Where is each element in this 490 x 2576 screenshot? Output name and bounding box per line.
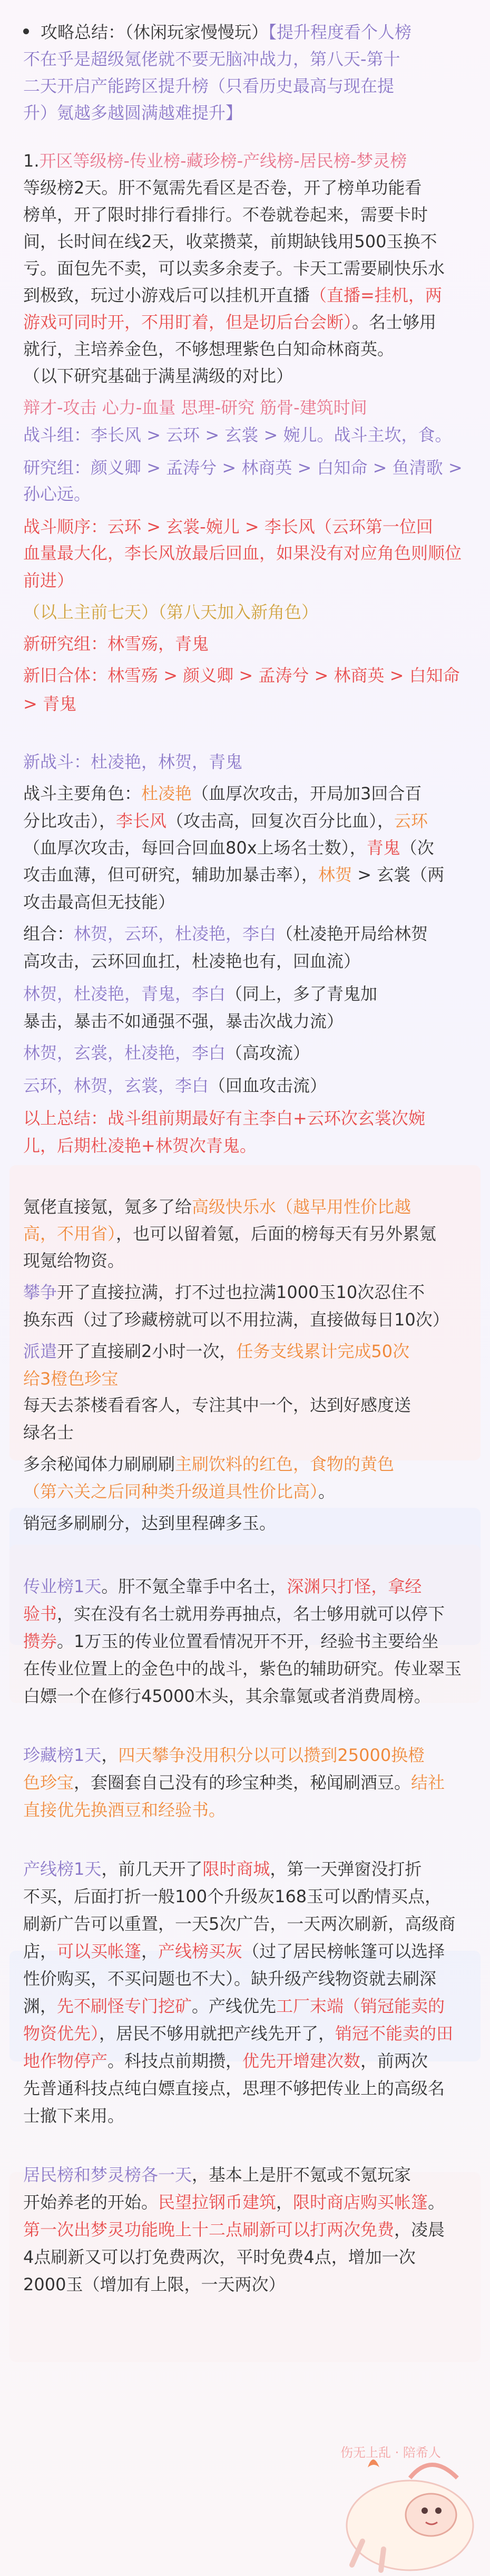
text-line: [23, 454, 469, 481]
text-segment: （以下研究基础于满星满级的对比）: [23, 366, 293, 386]
text-line: [23, 1221, 469, 1247]
text-line: [23, 1883, 469, 1910]
text-segment: 暴击，暴击不如通强不强，暴击次战力流）: [23, 1011, 344, 1031]
text-segment: 高级快乐水（越早用性价比越: [192, 1197, 411, 1217]
text-segment: ，也可以留着氪，后面的榜每天有另外累氪: [116, 1224, 437, 1244]
text-segment: 销冠多刷刷分，达到里程碑多玉。: [23, 1513, 277, 1533]
text-line: [23, 889, 469, 916]
text-segment: 优先开增建次数: [242, 2051, 361, 2071]
text-segment: （以上主前七天）（第八天加入新角色）: [23, 602, 319, 622]
text-segment: 渊，: [23, 1996, 57, 2016]
text-line: [23, 1655, 469, 1682]
text-segment: ，基本上是肝不氪或不氪玩家: [192, 2165, 411, 2185]
text-segment: 换东西（过了珍藏榜就可以不用拉满，直接做每日10次）: [23, 1310, 449, 1330]
text-segment: 等级榜2天。肝不氪需先看区是否卷，开了榜单功能看: [23, 178, 422, 198]
text-segment: 就行，主培养金色，不够想理紫色白知命林商英。: [23, 339, 395, 359]
text-segment: 二天开启产能跨区提升榜（只看历史最高与现在提: [23, 76, 395, 96]
text-segment: 升）氪越多越圆满越难提升】: [23, 103, 243, 123]
text-line: [23, 2103, 469, 2129]
text-line: [23, 921, 469, 947]
text-line: [23, 1856, 469, 1883]
text-segment: 林贺，云环，杜凌艳，李白: [74, 924, 277, 944]
text-segment: 青鬼: [366, 838, 400, 858]
text-segment: 攻略总结：（休闲玩家慢慢玩）: [41, 22, 269, 42]
text-line: [23, 567, 469, 594]
text-segment: 新研究组：: [23, 634, 108, 654]
signature-text: 伤无上乱 · 陪希人: [340, 2445, 441, 2460]
text-segment: 限时商城: [202, 1859, 270, 1879]
text-line: [23, 394, 469, 421]
text-segment: （杜凌艳开局给林贺: [276, 924, 428, 944]
text-line: [23, 1965, 469, 1992]
text-line: [23, 540, 469, 567]
text-segment: ，第一天弹窗没打折: [270, 1859, 422, 1879]
text-segment: 2000玉（增加有上限，一天两次）: [23, 2274, 286, 2294]
text-segment: > 玄裳（两: [352, 865, 445, 885]
text-line: [23, 228, 469, 255]
text-line: [23, 2048, 469, 2075]
text-segment: 深渊只打怪，拿经: [287, 1576, 422, 1596]
text-segment: 第一次出梦灵功能晚上十二点刷新可以打两次免费: [23, 2220, 395, 2240]
text-segment: 孙心远。: [23, 484, 91, 504]
text-segment: 工厂末端（销冠能卖的: [276, 1996, 445, 2016]
text-segment: 林贺: [318, 865, 352, 885]
text-segment: ，前几天开了: [101, 1859, 203, 1879]
text-line: [23, 599, 469, 626]
text-line: [23, 422, 469, 449]
text-segment: （同上，多了青鬼加: [226, 984, 378, 1004]
text-segment: 战斗组：: [23, 425, 91, 445]
text-segment: 色珍宝: [23, 1773, 74, 1793]
text-segment: 到极致，玩过小游戏后可以挂机开直播: [23, 285, 310, 305]
text-segment: 战斗主要角色：: [23, 783, 142, 803]
text-segment: 四天攀争没用积分以可以攒到25000换橙: [118, 1745, 425, 1765]
text-line: [23, 309, 469, 336]
text-segment: 新旧合体：: [23, 665, 108, 685]
text-segment: 研究组：: [23, 458, 91, 478]
text-segment: 开了直接刷2小时一次，: [57, 1341, 237, 1361]
text-line: [23, 1601, 469, 1628]
text-line: [23, 2075, 469, 2102]
text-segment: 【提升程度看个人榜: [268, 22, 412, 42]
text-segment: 开始养老的开始。: [23, 2192, 159, 2212]
text-segment: 游戏可同时开，不用盯着，但是切后台会断）: [23, 312, 352, 332]
text-segment: 分比攻击），: [23, 811, 116, 831]
text-segment: 前进）: [23, 570, 74, 590]
text-segment: 店，: [23, 1941, 57, 1961]
text-segment: 。肝不氪全靠手中名士，: [101, 1576, 287, 1596]
text-line: [23, 1573, 469, 1600]
text-line: [23, 481, 469, 508]
text-line: [23, 1911, 469, 1938]
text-segment: 销冠不能卖的田: [335, 2023, 454, 2044]
text-segment: 。: [428, 2192, 445, 2212]
text-segment: 多余秘闻体力刷刷刷: [23, 1454, 175, 1474]
text-segment: 开了直接拉满，打不过也拉满1000玉10次忍住不: [57, 1282, 425, 1302]
text-segment: 先普通科技点纯白嫖直接点，思理不够把传业上的高级名: [23, 2078, 445, 2098]
text-line: [23, 2271, 469, 2298]
text-line: [23, 282, 469, 309]
text-line: [23, 1938, 469, 1965]
chibi-character-icon: [331, 2420, 484, 2573]
text-segment: ，凌晨: [394, 2220, 445, 2240]
text-segment: 氪佬直接氪，氪多了给: [23, 1197, 192, 1217]
text-segment: 产线榜买灰: [158, 1941, 243, 1961]
text-segment: 地作物停产: [23, 2051, 108, 2071]
text-segment: 。产线优先: [192, 1996, 277, 2016]
text-line: [23, 2216, 469, 2243]
text-line: [23, 201, 469, 228]
text-segment: 杜凌艳，林贺，青鬼: [91, 752, 243, 772]
bullet-icon: [23, 28, 29, 34]
text-line: [23, 1451, 469, 1478]
text-segment: ，: [141, 1941, 159, 1961]
text-segment: 杜凌艳: [141, 783, 192, 803]
text-line: [23, 175, 469, 201]
text-segment: （血厚次攻击，每回合回血80x上场名士数），: [23, 838, 367, 858]
text-segment: 每天去茶楼看看客人，专注其中一个，达到好感度送: [23, 1395, 411, 1415]
text-line: [23, 948, 469, 975]
text-line: [23, 1478, 469, 1505]
text-segment: 亏。面包先不卖，可以卖多余麦子。卡天工需要刷快乐水: [23, 258, 445, 278]
text-line: [23, 148, 469, 175]
text-segment: 可以买帐篷: [57, 1941, 142, 1961]
text-segment: （攻击高，回复次百分比血），: [166, 811, 395, 831]
text-segment: 结社: [411, 1773, 445, 1793]
text-segment: 高，不用省）: [23, 1224, 116, 1244]
text-line: [23, 1247, 469, 1274]
text-line: [23, 981, 469, 1008]
text-segment: 传业榜1天: [23, 1576, 102, 1596]
text-line: [23, 662, 469, 689]
text-segment: 4点刷新又可以打免费两次，平时免费4点，增加一次: [23, 2247, 416, 2267]
text-segment: 1.: [23, 151, 40, 171]
text-line: [23, 1194, 469, 1221]
text-segment: 直接优先换酒豆和经验书。: [23, 1800, 226, 1820]
text-line: [23, 1306, 469, 1333]
text-segment: 珍藏榜1天: [23, 1745, 102, 1765]
text-segment: 绿名士: [23, 1422, 74, 1442]
text-segment: 以上总结：: [23, 1108, 108, 1128]
text-segment: 云环: [394, 811, 428, 831]
text-segment: （过了居民榜帐篷可以选择: [242, 1941, 445, 1961]
text-segment: 白嫖一个在修行45000木头，其余靠氪或者消费周榜。: [23, 1686, 431, 1706]
text-segment: 。名士够用: [352, 312, 437, 332]
text-line: [23, 780, 469, 807]
text-segment: 间，长时间在线2天，收菜攒菜，前期缺钱用500玉换不: [23, 231, 437, 251]
text-segment: （血厚次攻击，开局加3回合百: [192, 783, 422, 803]
text-segment: 任务支线累计完成50次: [236, 1341, 410, 1361]
text-segment: 林雪殇 > 颜义卿 > 孟涛兮 > 林商英 > 白知命: [107, 665, 460, 685]
text-segment: 林贺，杜凌艳，青鬼，李白: [23, 984, 226, 1004]
text-segment: 派遣: [23, 1341, 57, 1361]
text-line: [23, 1392, 469, 1419]
text-segment: 在传业位置上的金色中的战斗，紫色的辅助研究。传业翠玉: [23, 1659, 462, 1679]
text-segment: （高攻流）: [226, 1043, 310, 1063]
text-segment: （次: [400, 838, 434, 858]
text-segment: ，: [101, 1745, 119, 1765]
text-segment: 主刷饮料的红色，食物的黄色: [175, 1454, 395, 1474]
text-segment: ，套圈套自己没有的珍宝种类，秘闻刷酒豆。: [74, 1773, 411, 1793]
text-segment: 组合：: [23, 924, 74, 944]
text-segment: 云环 > 玄裳-婉儿 > 李长风（云环第一位回: [107, 517, 433, 537]
text-line: [23, 255, 469, 282]
text-segment: 产线榜1天: [23, 1859, 102, 1879]
text-line: [23, 2020, 469, 2047]
text-line: [23, 1132, 469, 1159]
text-line: [23, 363, 469, 390]
text-segment: 开区等级榜-传业榜-藏珍榜-产线榜-居民榜-梦灵榜: [39, 151, 407, 171]
text-segment: 验书: [23, 1604, 57, 1624]
text-line: [23, 1993, 469, 2020]
text-line: [23, 1419, 469, 1446]
text-segment: > 青鬼: [23, 694, 76, 714]
text-segment: 不在乎是超级氪佬就不要无脑冲战力，第八天-第十: [23, 49, 400, 69]
text-segment: （回血攻击流）: [209, 1076, 327, 1096]
text-segment: ，: [276, 2192, 293, 2212]
text-line: [23, 835, 469, 861]
text-line: [23, 861, 469, 888]
text-segment: 攻击血薄，但可研究，辅助加暴击率），: [23, 865, 319, 885]
text-segment: 攀争: [23, 1282, 57, 1302]
text-segment: 。: [318, 1481, 336, 1502]
text-line: [23, 1742, 469, 1769]
text-line: [23, 1338, 469, 1365]
text-segment: 血量最大化，李长风放最后回血，如果没有对应角色则顺位: [23, 543, 462, 563]
text-segment: 先不刷怪专门挖矿: [57, 1996, 192, 2016]
text-line: [23, 1683, 469, 1710]
text-line: [23, 2189, 469, 2216]
text-line: [23, 46, 469, 73]
text-segment: （直播=挂机，两: [310, 285, 442, 305]
text-line: [23, 73, 469, 100]
text-segment: 儿，后期杜凌艳+林贺次青鬼。: [23, 1136, 257, 1156]
text-line: [23, 1105, 469, 1132]
text-line: [23, 1769, 469, 1796]
text-segment: 。科技点前期攒，: [107, 2051, 243, 2071]
text-segment: ，前两次: [360, 2051, 428, 2071]
text-segment: （第六关之后同种类升级道具性价比高）: [23, 1481, 319, 1502]
text-line: [23, 514, 469, 540]
text-line: [23, 1366, 469, 1392]
text-line: [23, 1040, 469, 1067]
text-segment: 。1万玉的传业位置看情况开不开，经验书主要给坐: [57, 1631, 439, 1651]
text-line: [23, 19, 469, 46]
text-segment: 云环，林贺，玄裳，李白: [23, 1076, 209, 1096]
text-line: [23, 1628, 469, 1655]
text-segment: 士撤下来用。: [23, 2106, 125, 2126]
text-line: [23, 100, 469, 127]
text-segment: 现氪给物资。: [23, 1251, 125, 1271]
text-line: [23, 2162, 469, 2188]
text-line: [23, 1072, 469, 1099]
text-segment: 李长风 > 云环 > 玄裳 > 婉儿。战斗主坎，食。: [91, 425, 452, 445]
text-segment: 民望拉钢币建筑: [158, 2192, 277, 2212]
text-segment: 居民榜和梦灵榜各一天: [23, 2165, 192, 2185]
text-segment: 榜单，开了限时排行看排行。不卷就卷起来，需要卡时: [23, 205, 428, 225]
text-line: [23, 1279, 469, 1306]
text-line: [23, 631, 469, 657]
text-segment: 林贺，玄裳，杜凌艳，李白: [23, 1043, 226, 1063]
text-line: [23, 749, 469, 776]
text-line: [23, 1510, 469, 1537]
text-line: [23, 1008, 469, 1035]
text-segment: 林雪殇，青鬼: [107, 634, 209, 654]
text-segment: 新战斗：: [23, 752, 91, 772]
text-segment: 李长风: [116, 811, 167, 831]
text-line: [23, 1797, 469, 1824]
text-segment: 战斗顺序：: [23, 517, 108, 537]
text-segment: 辩才-攻击 心力-血量 思理-研究 筋骨-建筑时间: [23, 398, 367, 418]
text-segment: ，实在没有名士就用券再抽点，名士够用就可以停下: [57, 1604, 445, 1624]
text-segment: 限时商店购买帐篷: [293, 2192, 428, 2212]
text-segment: ，居民不够用就把产线先开了，: [99, 2023, 336, 2044]
text-segment: 给3橙色珍宝: [23, 1369, 119, 1389]
text-line: [23, 691, 469, 718]
text-segment: 性价购买，不买问题也不大）。缺升级产线物资就去刷深: [23, 1969, 437, 1989]
text-segment: 物资优先）: [23, 2023, 100, 2044]
text-segment: 不买，后面打折一般100个升级灰168玉可以酌情买点，: [23, 1886, 442, 1906]
text-segment: 攒券: [23, 1631, 57, 1651]
text-segment: 高攻击，云环回血扛，杜凌艳也有，回血流）: [23, 951, 361, 971]
text-segment: 战斗组前期最好有主李白+云环次玄裳次婉: [107, 1108, 425, 1128]
text-segment: 刷新广告可以重置，一天5次广告，一天两次刷新，高级商: [23, 1914, 456, 1934]
text-segment: 攻击最高但无技能）: [23, 892, 175, 912]
text-line: [23, 336, 469, 363]
text-segment: 颜义卿 > 孟涛兮 > 林商英 > 白知命 > 鱼清歌 >: [91, 458, 463, 478]
text-line: [23, 2244, 469, 2271]
text-line: [23, 808, 469, 835]
